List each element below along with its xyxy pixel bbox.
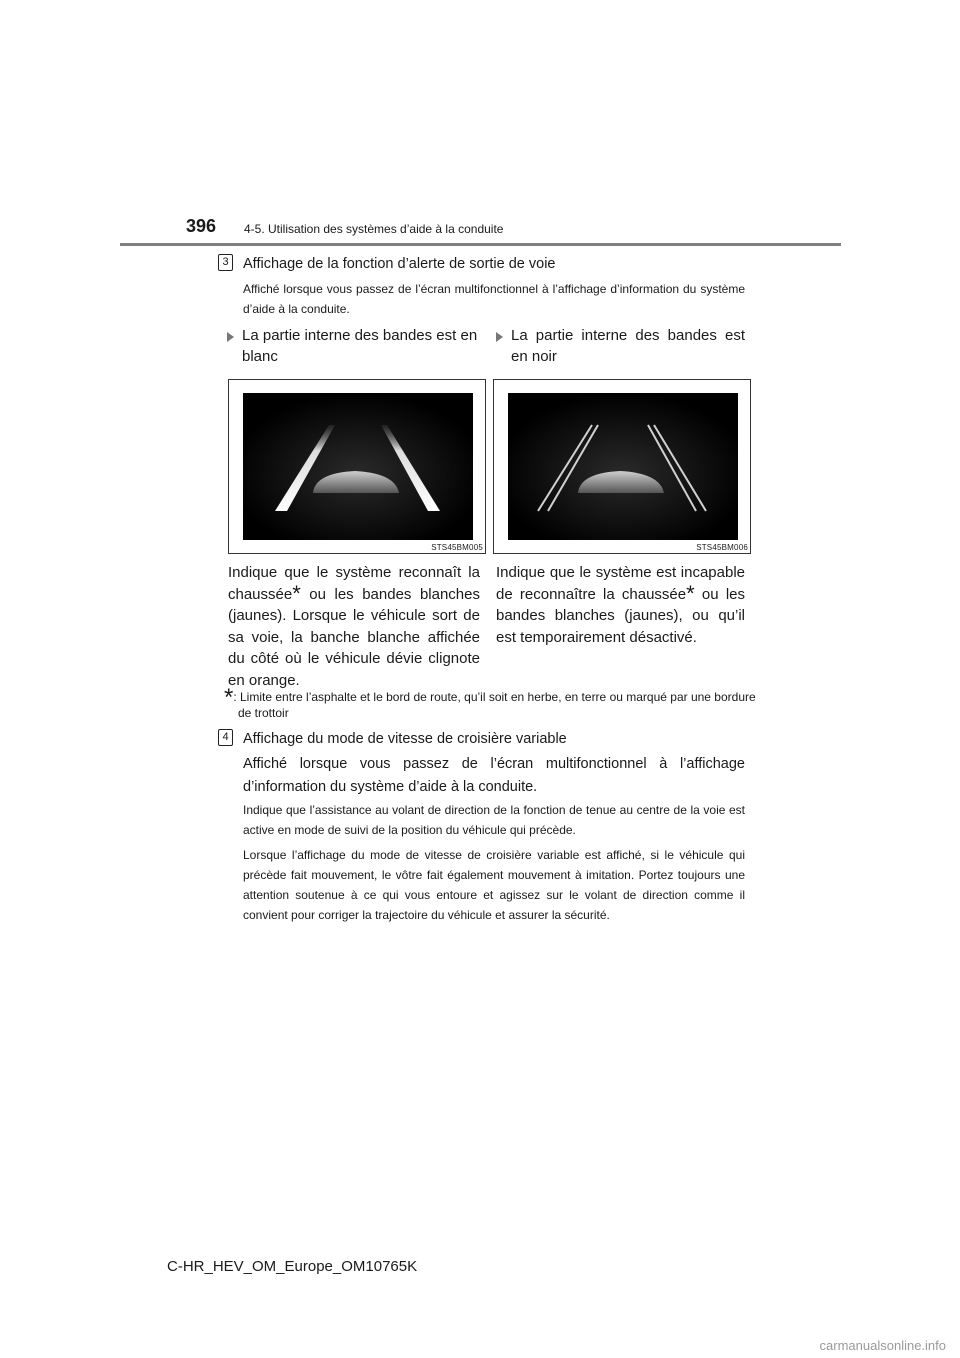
- footnote: [224, 684, 759, 721]
- bullet-triangle-icon: [496, 332, 503, 342]
- figure-lane-white: [228, 379, 486, 554]
- asterisk-mark: *: [292, 580, 301, 606]
- footnote-mark: *: [224, 684, 234, 711]
- model-code: C-HR_HEV_OM_Europe_OM10765K: [167, 1258, 418, 1275]
- page-number: 396: [186, 216, 217, 236]
- item4-description: Affiché lorsque vous passez de l’écran multifonctionnel à l’affichage d’information du système d’aide à la conduite.: [243, 756, 745, 795]
- left-desc-text: ou les bandes blanches (jaunes). Lorsque le véhicule sort de sa voie, la banche blanche affichée du côté où le véhicule dévie clignote en orange.: [228, 585, 480, 689]
- footnote-text: : Limite entre l’asphalte et le bord de route, qu’il soit en herbe, en terre ou marqué par une bordure de trottoir: [233, 690, 756, 720]
- figure-lane-black: [493, 379, 751, 554]
- watermark: carmanualsonline.info: [819, 1338, 946, 1353]
- bullet-triangle-icon: [227, 332, 234, 342]
- right-description: [496, 562, 745, 648]
- figure-code: STS45BM006: [696, 543, 748, 552]
- header-divider: [120, 243, 841, 246]
- right-desc-text: Indique que le système est incapable de reconnaître la chaussée: [496, 564, 745, 603]
- bullet-right-label: La partie interne des bandes est en noir: [511, 327, 745, 365]
- figure-code: STS45BM005: [431, 543, 483, 552]
- left-description: [228, 562, 480, 691]
- right-desc-text: ou les bandes blanches (jaunes), ou qu’il est temporairement désactivé.: [496, 585, 745, 646]
- item4-paragraph-1: Indique que l’assistance au volant de direction de la fonction de tenue au centre de la voie est active en mode de suivi de la position du véhicule qui précède.: [243, 803, 745, 837]
- left-desc-text: Indique que le système reconnaît la chaussée: [228, 564, 480, 603]
- section-title: 4-5. Utilisation des systèmes d’aide à la conduite: [244, 222, 504, 236]
- asterisk-mark: *: [686, 580, 695, 606]
- item3-description: Affiché lorsque vous passez de l’écran multifonctionnel à l’affichage d’information du système d’aide à la conduite.: [243, 282, 745, 316]
- item-number-3: 3: [218, 254, 233, 271]
- item3-title: Affichage de la fonction d’alerte de sortie de voie: [243, 256, 556, 272]
- lane-display-white-image: [243, 393, 473, 540]
- item4-title: Affichage du mode de vitesse de croisière variable: [243, 731, 567, 747]
- item-number-4: 4: [218, 729, 233, 746]
- bullet-left-label: La partie interne des bandes est en blanc: [242, 327, 478, 365]
- item4-paragraph-2: Lorsque l’affichage du mode de vitesse de croisière variable est affiché, si le véhicule qui précède fait mouvement, le vôtre fait également mouvement à imitation. Portez toujours une attention soutenue à ce qui vous entoure et agissez sur le volant de direction comme il convient pour corriger la trajectoire du véhicule et assurer la sécurité.: [243, 848, 745, 922]
- lane-display-black-image: [508, 393, 738, 540]
